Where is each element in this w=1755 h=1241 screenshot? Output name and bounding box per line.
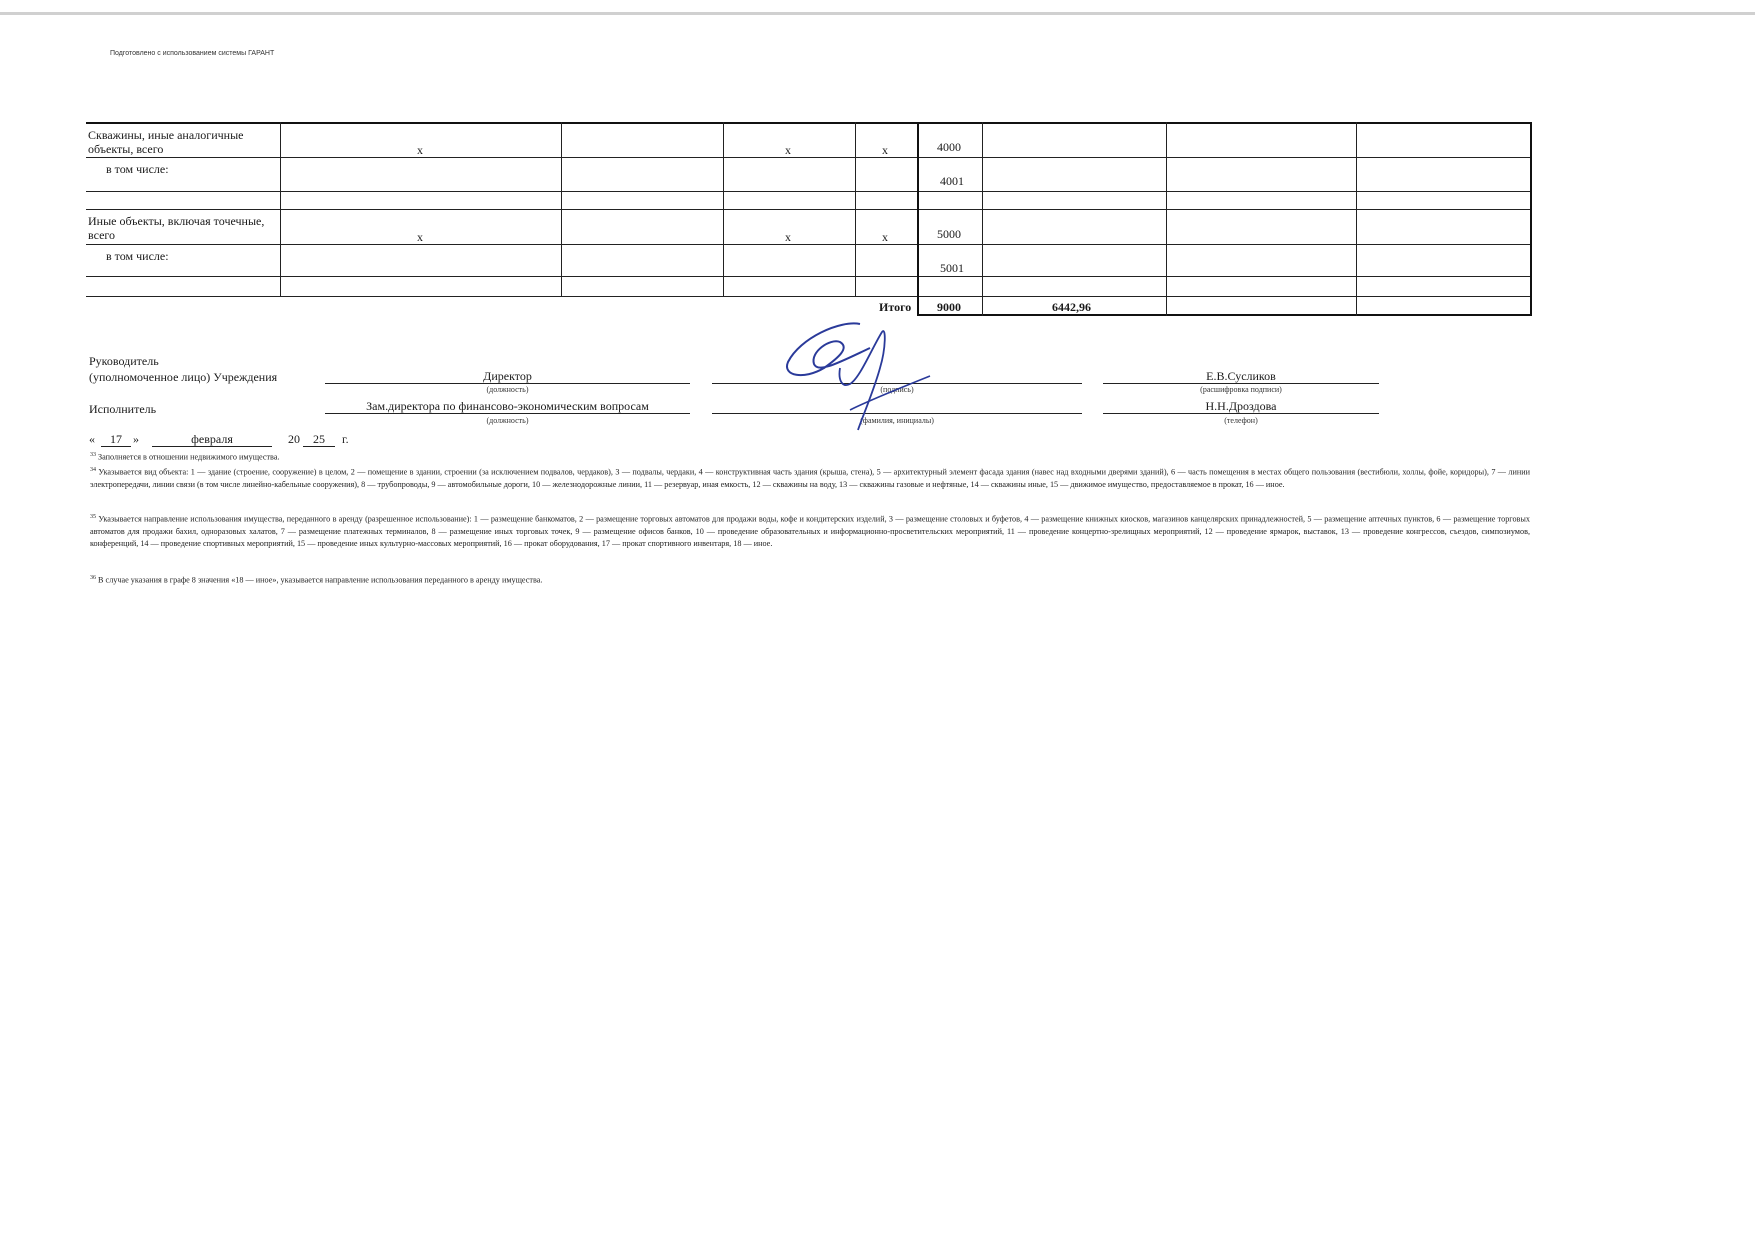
executor-phone: Н.Н.Дроздова [1205, 399, 1277, 413]
row-code: 5001 [940, 261, 964, 275]
executor-position-caption: (должность) [486, 416, 529, 425]
table-top-border [86, 122, 1532, 124]
page-top-edge [0, 12, 1755, 15]
executor-phone-caption: (телефон) [1224, 416, 1258, 425]
row-col5-mark: x [882, 230, 888, 244]
executor-name-caption: (фамилия, инициалы) [860, 416, 934, 425]
executor-position-line [325, 413, 690, 414]
row-name: Иные объекты, включая точечные, всего [88, 214, 265, 242]
row-col5-mark: x [882, 143, 888, 157]
footnote-text: Указывается направление использования имущества, переданного в аренду (разрешенное использование): 1 — размещение банкоматов, 2 — размещение торговых автоматов для продажи воды, кофе и кондитерских изделий, 3 — размещение столовых и буфетов, 4 — размещение книжных киосков, магазинов канцелярских принадлежностей, 5 — размещение аптечных пунктов, 6 — размещение торговых автоматов для продажи бахил, одноразовых халатов, 7 — размещение платежных терминалов, 8 — размещение иных торговых точек, 9 — размещение офисов банков, 10 — проведение образовательных и информационно-просветительских мероприятий, 11 — проведение концертно-зрелищных мероприятий, 12 — проведение ярмарок, выставок, 13 — проведение конгрессов, съездов, симпозиумов, конференций, 14 — проведение спортивных мероприятий, 15 — проведение иных культурно-массовых мероприятий, 16 — прокат оборудования, 17 — прокат спортивного инвентаря, 18 — иное. [90, 514, 1531, 548]
head-label-line1: Руководитель [89, 354, 159, 368]
row-code: 4001 [940, 174, 964, 188]
table-col-line [1166, 122, 1167, 316]
table-col-line [855, 122, 856, 297]
table-col-line [1356, 122, 1357, 316]
table-right-border [1530, 122, 1532, 316]
footnote-36 [90, 572, 1530, 587]
footnote-number: 35 [90, 514, 96, 520]
row-name: в том числе: [106, 162, 169, 176]
table-col-line [982, 122, 983, 316]
footnote-number: 36 [90, 575, 96, 581]
date-day-line [101, 446, 131, 447]
row-name: Скважины, иные аналогичные объекты, всего [88, 128, 244, 156]
head-position-caption: (должность) [486, 385, 529, 394]
table-col-line [723, 122, 724, 297]
row-col2-mark: x [417, 230, 423, 244]
head-name: Е.В.Сусликов [1206, 369, 1276, 383]
date-year-unit: г. [342, 432, 349, 446]
footnote-number: 34 [90, 467, 96, 473]
row-code: 4000 [937, 140, 961, 154]
total-value: 6442,96 [1052, 300, 1091, 314]
footnote-text: Заполняется в отношении недвижимого имущества. [98, 452, 280, 462]
date-year-suffix: 25 [313, 432, 325, 446]
executor-phone-line [1103, 413, 1379, 414]
table-col-line [917, 122, 919, 316]
footnote-33 [90, 449, 1530, 464]
table-row-line [86, 157, 1532, 158]
executor-position: Зам.директора по финансово-экономическим вопросам [366, 399, 649, 413]
row-col2-mark: x [417, 143, 423, 157]
handwritten-signature [780, 318, 970, 438]
footnote-number: 33 [90, 452, 96, 458]
date-day: 17 [110, 432, 122, 446]
date-open-quote: « [89, 432, 95, 446]
head-signature-caption: (подпись) [880, 385, 914, 394]
table-row-line [86, 296, 1532, 297]
date-month-line [152, 446, 272, 447]
head-name-line [1103, 383, 1379, 384]
table-col-line [561, 122, 562, 297]
executor-label: Исполнитель [89, 402, 157, 416]
row-code: 5000 [937, 227, 961, 241]
total-code: 9000 [937, 300, 961, 314]
table-row-line [86, 191, 1532, 192]
footnote-text: В случае указания в графе 8 значения «18 — иное», указывается направление использования переданного в аренду имущества. [98, 575, 543, 585]
date-year-prefix: 20 [288, 432, 300, 446]
footnote-34 [90, 464, 1530, 491]
table-col-line [280, 122, 281, 297]
head-position-line [325, 383, 690, 384]
footnote-35 [90, 511, 1530, 550]
footnote-text: Указывается вид объекта: 1 — здание (строение, сооружение) в целом, 2 — помещение в здании, строении (за исключением подвалов, чердаков), 3 — подвалы, чердаки, 4 — конструктивная часть здания (крыша, стена), 5 — архитектурный элемент фасада здания (навес над входными дверями зданий), 6 — часть помещения в местах общего пользования (вестибюли, холлы, фойе, коридоры), 7 — линии электропередачи, линии связи (в том числе линейно-кабельные сооружения), 8 — трубопроводы, 9 — автомобильные дороги, 10 — железнодорожные линии, 11 — резервуар, иная емкость, 12 — скважины на воду, 13 — скважины газовые и нефтяные, 14 — скважины иные, 15 — движимое имущество, предоставляемое в прокат, 16 — иное. [90, 467, 1531, 489]
row-name: в том числе: [106, 249, 169, 263]
date-close-quote: » [133, 432, 139, 446]
date-month: февраля [191, 432, 233, 446]
row-col4-mark: x [785, 230, 791, 244]
row-col4-mark: x [785, 143, 791, 157]
garant-note: Подготовлено с использованием системы ГАРАНТ [110, 50, 275, 57]
table-row-line [86, 276, 1532, 277]
table-row-line [86, 244, 1532, 245]
head-position: Директор [483, 369, 532, 383]
table-row-line [86, 209, 1532, 210]
total-label: Итого [879, 300, 912, 314]
date-year-line [303, 446, 335, 447]
head-label-line2: (уполномоченное лицо) Учреждения [89, 370, 278, 384]
head-name-caption: (расшифровка подписи) [1200, 385, 1282, 394]
total-bottom-border [917, 314, 1532, 316]
